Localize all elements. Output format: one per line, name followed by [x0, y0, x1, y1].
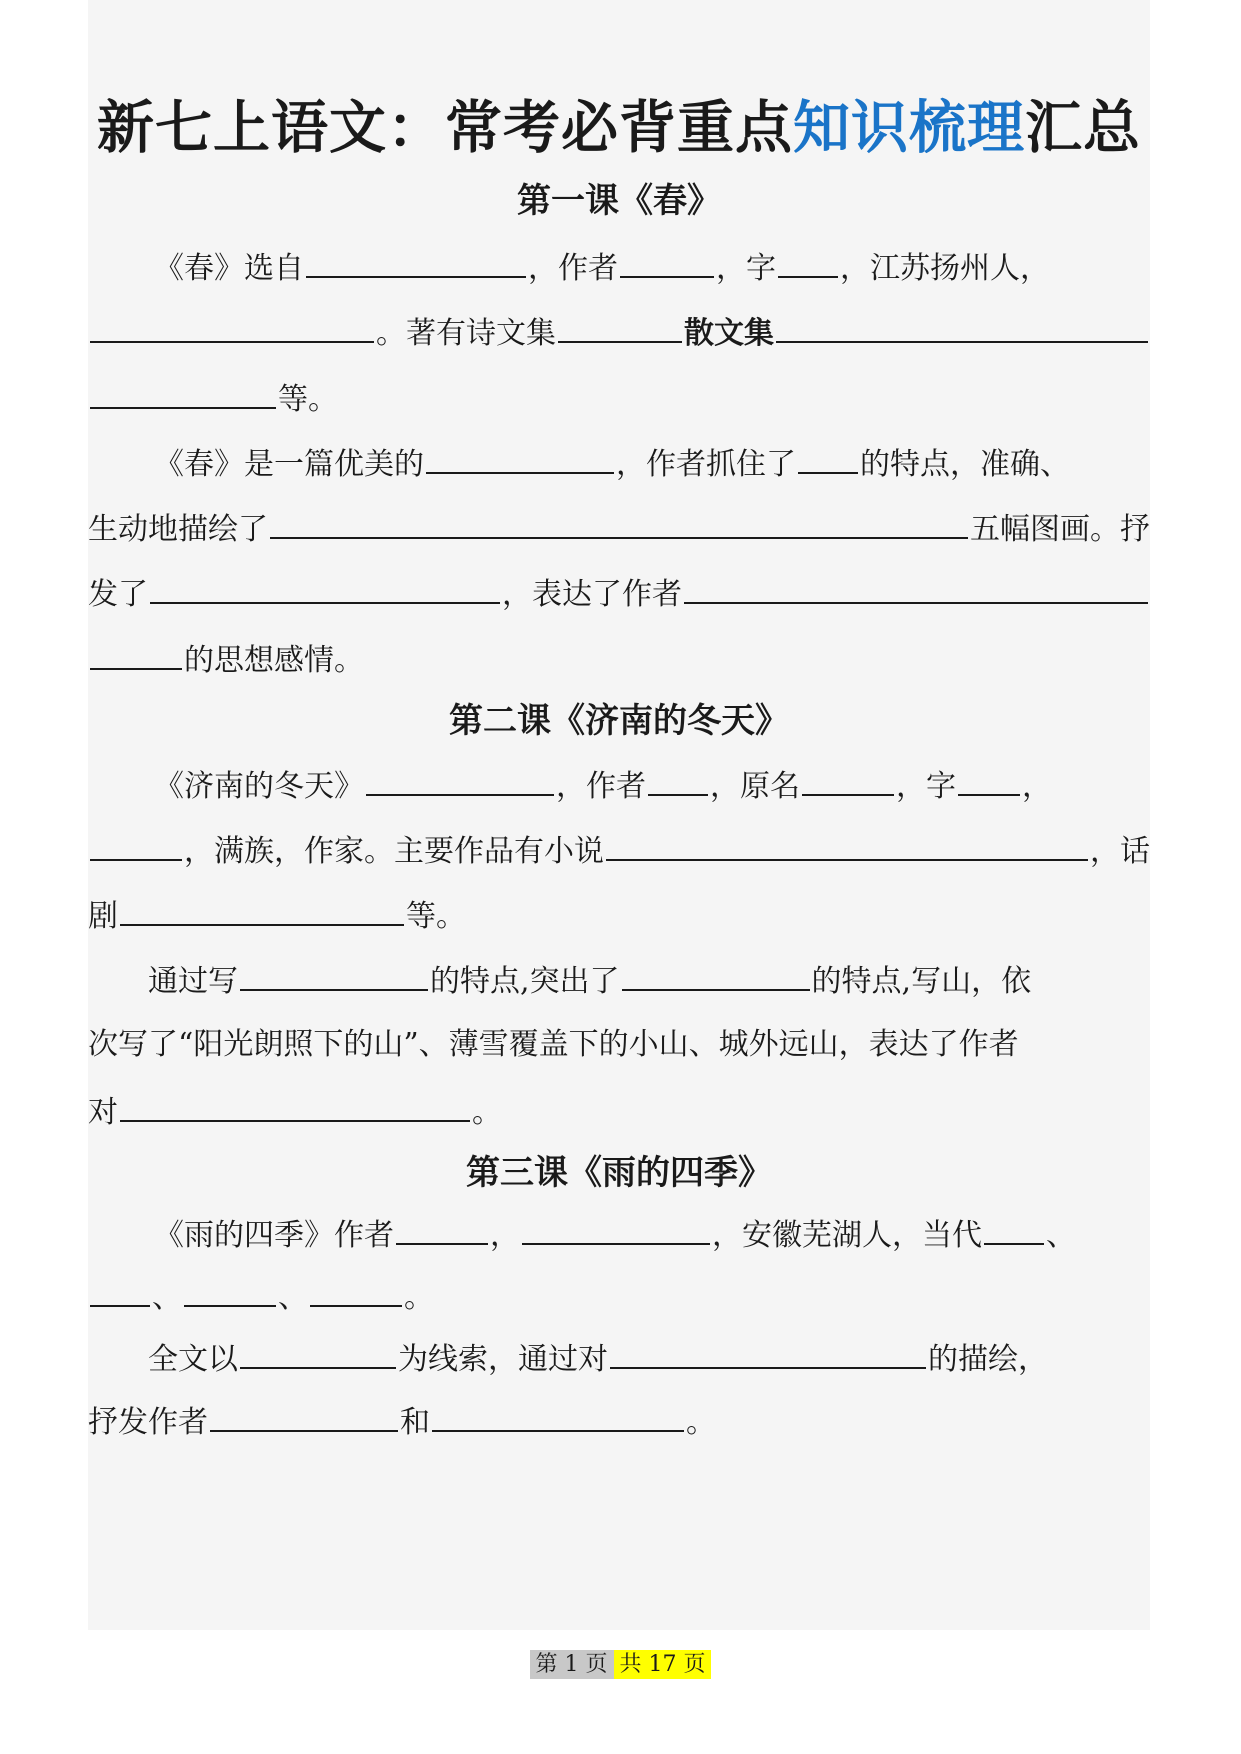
text: ，表达了作者	[502, 577, 682, 612]
fill-blank[interactable]	[558, 307, 682, 343]
fill-blank[interactable]	[366, 760, 554, 796]
lesson3-line4	[88, 1396, 1150, 1448]
page-number: 第 1 页	[530, 1650, 614, 1679]
lesson2-line2	[88, 825, 1150, 877]
text: 《春》是一篇优美的	[154, 447, 424, 482]
fill-blank[interactable]	[396, 1209, 488, 1245]
lesson1-line3	[88, 373, 1150, 425]
text: ，原名	[710, 769, 800, 804]
text: 、	[278, 1280, 308, 1315]
text: 、	[1046, 1218, 1076, 1253]
lesson3-line1	[88, 1209, 1150, 1261]
fill-blank[interactable]	[432, 1396, 684, 1432]
text: 《春》选自	[154, 251, 304, 286]
lesson3-line2	[88, 1271, 1150, 1323]
fill-blank[interactable]	[620, 242, 714, 278]
page-title	[88, 88, 1150, 168]
fill-blank[interactable]	[684, 568, 1148, 604]
text: 散文集	[684, 316, 774, 351]
text: 对	[88, 1095, 118, 1130]
fill-blank[interactable]	[240, 1333, 396, 1369]
text: 的特点,突出了	[430, 964, 620, 999]
text: ，安徽芜湖人，当代	[712, 1218, 982, 1253]
fill-blank[interactable]	[240, 955, 428, 991]
lesson2-line5	[88, 1020, 1150, 1070]
fill-blank[interactable]	[958, 760, 1020, 796]
text: 生动地描绘了	[88, 512, 268, 547]
lesson2-line4	[88, 955, 1150, 1007]
page-total: 共 17 页	[614, 1650, 712, 1679]
title-part1: 新七上语文：常考必背重点	[97, 95, 793, 161]
fill-blank[interactable]	[610, 1333, 926, 1369]
text: ，满族，作家。主要作品有小说	[184, 834, 604, 869]
lesson2-line1	[88, 760, 1150, 812]
text: 的特点，准确、	[860, 447, 1070, 482]
fill-blank[interactable]	[210, 1396, 398, 1432]
text: 的思想感情。	[184, 643, 364, 678]
text: 抒发作者	[88, 1405, 208, 1440]
text: ，作者	[556, 769, 646, 804]
lesson1-line7	[88, 634, 1150, 686]
fill-blank[interactable]	[90, 307, 374, 343]
lesson1-line2	[88, 307, 1150, 359]
fill-blank[interactable]	[622, 955, 810, 991]
fill-blank[interactable]	[120, 890, 404, 926]
fill-blank[interactable]	[90, 825, 182, 861]
fill-blank[interactable]	[270, 503, 968, 539]
lesson2-line3	[88, 890, 1150, 942]
fill-blank[interactable]	[184, 1271, 276, 1307]
lesson2-line6	[88, 1086, 1150, 1138]
fill-blank[interactable]	[778, 242, 838, 278]
fill-blank[interactable]	[90, 1271, 150, 1307]
text: 等。	[278, 382, 338, 417]
fill-blank[interactable]	[426, 438, 614, 474]
lesson1-line4	[88, 438, 1150, 490]
fill-blank[interactable]	[802, 760, 894, 796]
fill-blank[interactable]	[776, 307, 1148, 343]
text: ，	[490, 1218, 520, 1253]
fill-blank[interactable]	[310, 1271, 402, 1307]
text: 、	[152, 1280, 182, 1315]
lesson1-line6	[88, 568, 1150, 620]
text: 的特点,写山，依	[811, 964, 1032, 999]
fill-blank[interactable]	[90, 634, 182, 670]
lesson3-heading: 第三课《雨的四季》	[466, 1153, 772, 1193]
text: 《济南的冬天》	[154, 769, 364, 804]
fill-blank[interactable]	[150, 568, 500, 604]
fill-blank[interactable]	[984, 1209, 1044, 1245]
lesson1-line1	[88, 242, 1150, 294]
text: ，字	[716, 251, 776, 286]
text: ，	[1022, 769, 1052, 804]
fill-blank[interactable]	[522, 1209, 710, 1245]
text: 剧	[88, 899, 118, 934]
lesson1-heading: 第一课《春》	[517, 181, 721, 221]
page-footer	[0, 1648, 1241, 1682]
fill-blank[interactable]	[648, 760, 708, 796]
text: 《雨的四季》作者	[154, 1218, 394, 1253]
text: ，话	[1090, 834, 1150, 869]
text: ，作者抓住了	[616, 447, 796, 482]
title-part2: 汇总	[1025, 95, 1141, 161]
text: 全文以	[148, 1342, 238, 1377]
text: 。著有诗文集	[376, 316, 556, 351]
text: 通过写	[148, 964, 238, 999]
text: 发了	[88, 577, 148, 612]
text: ，江苏扬州人，	[840, 251, 1050, 286]
text: ，字	[896, 769, 956, 804]
lesson1-line5	[88, 503, 1150, 555]
text: ，作者	[528, 251, 618, 286]
text: 。	[686, 1405, 716, 1440]
lesson3-line3	[88, 1333, 1150, 1385]
title-highlight: 知识梳理	[793, 95, 1025, 161]
text: 。	[472, 1095, 502, 1130]
text: 。	[404, 1280, 434, 1315]
text: 的描绘，	[928, 1342, 1048, 1377]
fill-blank[interactable]	[606, 825, 1088, 861]
fill-blank[interactable]	[90, 373, 276, 409]
text: 次写了“阳光朗照下的山”、薄雪覆盖下的小山、城外远山，表达了作者	[88, 1027, 1019, 1062]
text: 为线索，通过对	[398, 1342, 608, 1377]
text: 五幅图画。抒	[970, 512, 1150, 547]
fill-blank[interactable]	[306, 242, 526, 278]
fill-blank[interactable]	[120, 1086, 470, 1122]
text: 和	[400, 1405, 430, 1440]
text: 等。	[406, 899, 466, 934]
lesson2-heading: 第二课《济南的冬天》	[449, 701, 789, 741]
fill-blank[interactable]	[798, 438, 858, 474]
